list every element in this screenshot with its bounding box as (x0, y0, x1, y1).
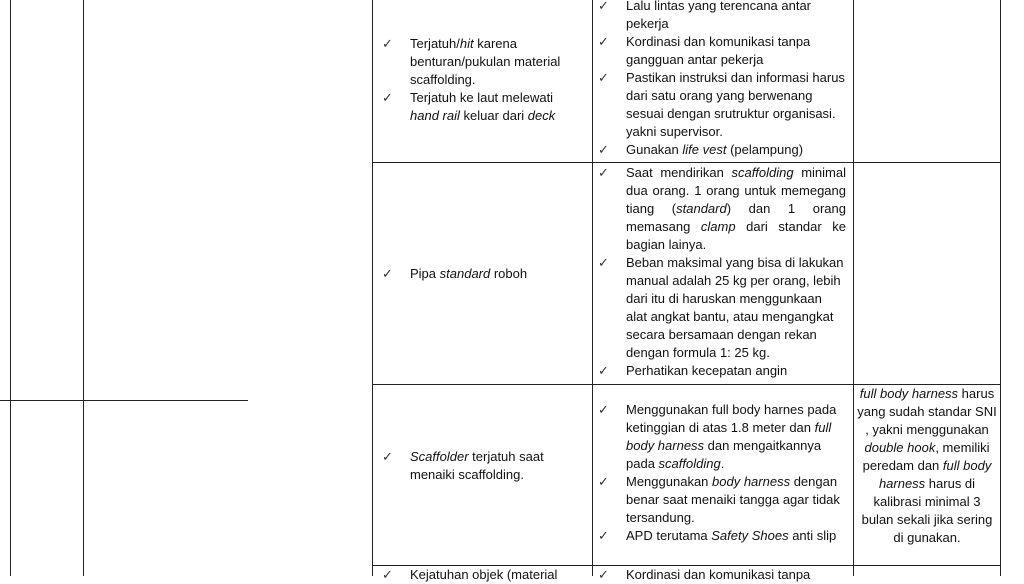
hazard-item (382, 265, 582, 283)
control-text: Kordinasi dan komunikasi tanpa gangguan antar pekerja (626, 34, 811, 67)
hazard-cell (382, 35, 582, 125)
control-text: Lalu lintas yang terencana antar pekerja (626, 0, 812, 31)
control-text: Perhatikan kecepatan angin (626, 363, 788, 378)
grid-line (372, 162, 1001, 163)
control-item (598, 362, 846, 380)
check-icon: ✓ (382, 567, 393, 582)
check-icon: ✓ (598, 567, 609, 582)
hazard-cell (382, 265, 582, 283)
hazard-item (382, 35, 582, 89)
check-icon: ✓ (598, 474, 609, 489)
check-icon: ✓ (598, 142, 609, 157)
grid-line (83, 0, 84, 576)
check-icon: ✓ (598, 402, 609, 417)
control-text: Beban maksimal yang bisa di lakukan manual adalah 25 kg per orang, lebih dari itu di haruskan menggunkaan alat angkat bantu, atau mengangkat secara bersamaan dengan rekan dengan formula 1: 25 kg. (626, 255, 844, 360)
hazard-text: Terjatuh/hit karena benturan/pukulan material scaffolding. (410, 36, 561, 87)
control-cell (598, 566, 846, 584)
control-item (598, 164, 846, 254)
control-item (598, 69, 846, 141)
grid-line (592, 0, 593, 576)
control-item (598, 527, 846, 545)
grid-line (853, 0, 854, 576)
hazard-item (382, 566, 582, 584)
control-item (598, 254, 846, 362)
check-icon: ✓ (382, 90, 393, 105)
control-item (598, 33, 846, 69)
control-text: Saat mendirikan scaffolding minimal dua orang. 1 orang untuk memegang tiang (standard) dan 1 orang memasang clamp dari standar ke bagian lainya. (626, 165, 847, 252)
control-text: APD terutama Safety Shoes anti slip (626, 528, 837, 543)
hazard-cell (382, 566, 582, 584)
control-item (598, 401, 846, 473)
grid-line (1000, 0, 1001, 576)
control-cell (598, 401, 846, 545)
control-cell (598, 164, 846, 380)
check-icon: ✓ (598, 363, 609, 378)
check-icon: ✓ (598, 34, 609, 49)
hazard-item (382, 89, 582, 125)
check-icon: ✓ (382, 449, 393, 464)
hazard-text: Pipa standard roboh (410, 266, 528, 281)
hazard-item (382, 448, 582, 484)
hazard-cell (382, 448, 582, 484)
control-item (598, 141, 846, 159)
grid-line (372, 0, 373, 576)
check-icon: ✓ (598, 70, 609, 85)
control-cell (598, 0, 846, 159)
control-text: Kordinasi dan komunikasi tanpa (626, 567, 811, 582)
check-icon: ✓ (382, 36, 393, 51)
control-text: Pastikan instruksi dan informasi harus dari satu orang yang berwenang sesuai dengan srutruktur organisasi. yakni supervisor. (626, 70, 845, 139)
control-text: Gunakan life vest (pelampung) (626, 142, 804, 157)
hazard-text: Kejatuhan objek (material (410, 567, 558, 582)
check-icon: ✓ (598, 528, 609, 543)
control-item (598, 0, 846, 33)
check-icon: ✓ (598, 0, 609, 13)
check-icon: ✓ (598, 165, 609, 180)
hazard-text: Terjatuh ke laut melewati hand rail keluar dari deck (410, 90, 556, 123)
hazard-text: Scaffolder terjatuh saat menaiki scaffolding. (410, 449, 544, 482)
note-cell (857, 385, 997, 547)
control-item (598, 473, 846, 527)
grid-line (0, 400, 248, 401)
grid-line (10, 0, 11, 576)
control-text: Menggunakan body harness dengan benar saat menaiki tangga agar tidak tersandung. (626, 474, 840, 525)
control-item (598, 566, 846, 584)
note-text: full body harness harus yang sudah standar SNI , yakni menggunakan double hook, memiliki peredam dan full body harness harus di kalibrasi minimal 3 bulan sekali jika sering di gunakan. (857, 386, 997, 545)
check-icon: ✓ (382, 266, 393, 281)
check-icon: ✓ (598, 255, 609, 270)
control-text: Menggunakan full body harnes pada ketinggian di atas 1.8 meter dan full body harness dan mengaitkannya pada scaffolding. (626, 402, 837, 471)
